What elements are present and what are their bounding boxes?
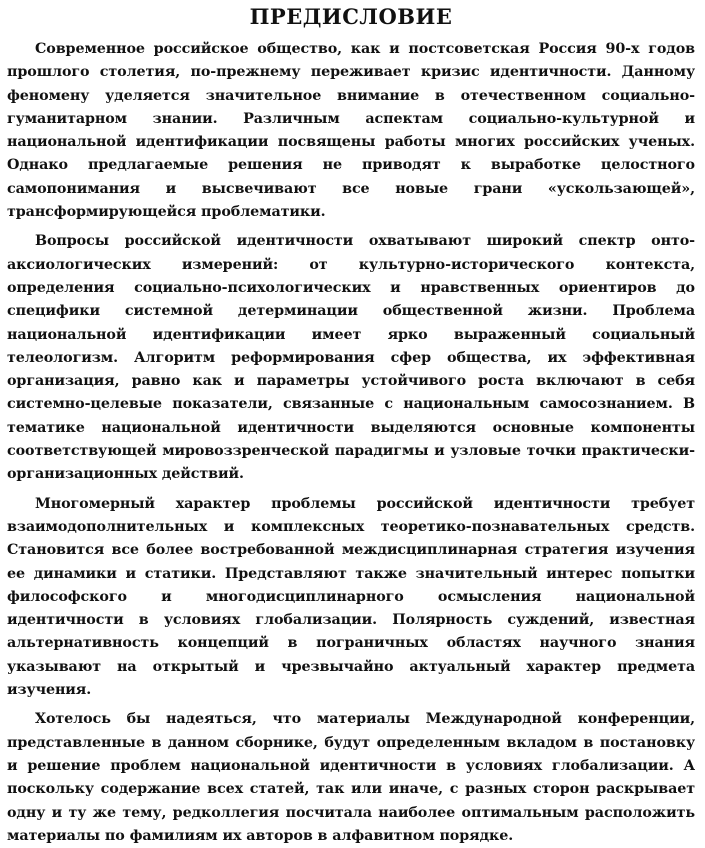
paragraph-2: Вопросы российской идентичности охватывают широкий спектр онто-аксиологических измерений: от культурно-исторического контекста, определения социально-психологических и нравственных ориентиров до специфики системной детерминации общественной жизни. Проблема национальной идентификации имеет ярко выраженный социальный телеологизм. Алгоритм реформирования сфер общества, их эффективная организация, равно как и параметры устойчивого роста включают в себя системно-целевые показатели, связанные с национальным самосознанием. В тематике национальной идентичности выделяются основные компоненты соответствующей мировоззренческой парадигмы и узловые точки практически-организационных действий. (7, 233, 695, 483)
page-title: ПРЕДИСЛОВИЕ (249, 4, 453, 29)
paragraph-3: Многомерный характер проблемы российской идентичности требует взаимодополнительных и комплексных теоретико-познавательных средств. Становится все более востребованной междисциплинарная стратегия изучения ее динамики и статики. Представляют также значительный интерес попытки философского и многодисциплинарного осмысления национальной идентичности в условиях глобализации. Полярность суждений, известная альтернативность концепций в пограничных областях научного знания указывают на открытый и чрезвычайно актуальный характер предмета изучения. (7, 495, 695, 699)
paragraph-1: Современное российское общество, как и постсоветская Россия 90-х годов прошлого столетия, по-прежнему переживает кризис идентичности. Данному феномену уделяется значительное внимание в отечественном социально-гуманитарном знании. Различным аспектам социально-культурной и национальной идентификации посвящены работы многих российских ученых. Однако предлагаемые решения не приводят к выработке целостного самопонимания и высвечивают все новые грани «ускользающей», трансформирующейся проблематики. (7, 41, 695, 221)
paragraph-4: Хотелось бы надеяться, что материалы Международной конференции, представленные в данном сборнике, будут определенным вкладом в постановку и решение проблем национальной идентичности в условиях глобализации. А поскольку содержание всех статей, так или иначе, с разных сторон раскрывает одну и ту же тему, редколлегия посчитала наиболее оптимальным расположить материалы по фамилиям их авторов в алфавитном порядке. (7, 711, 695, 844)
